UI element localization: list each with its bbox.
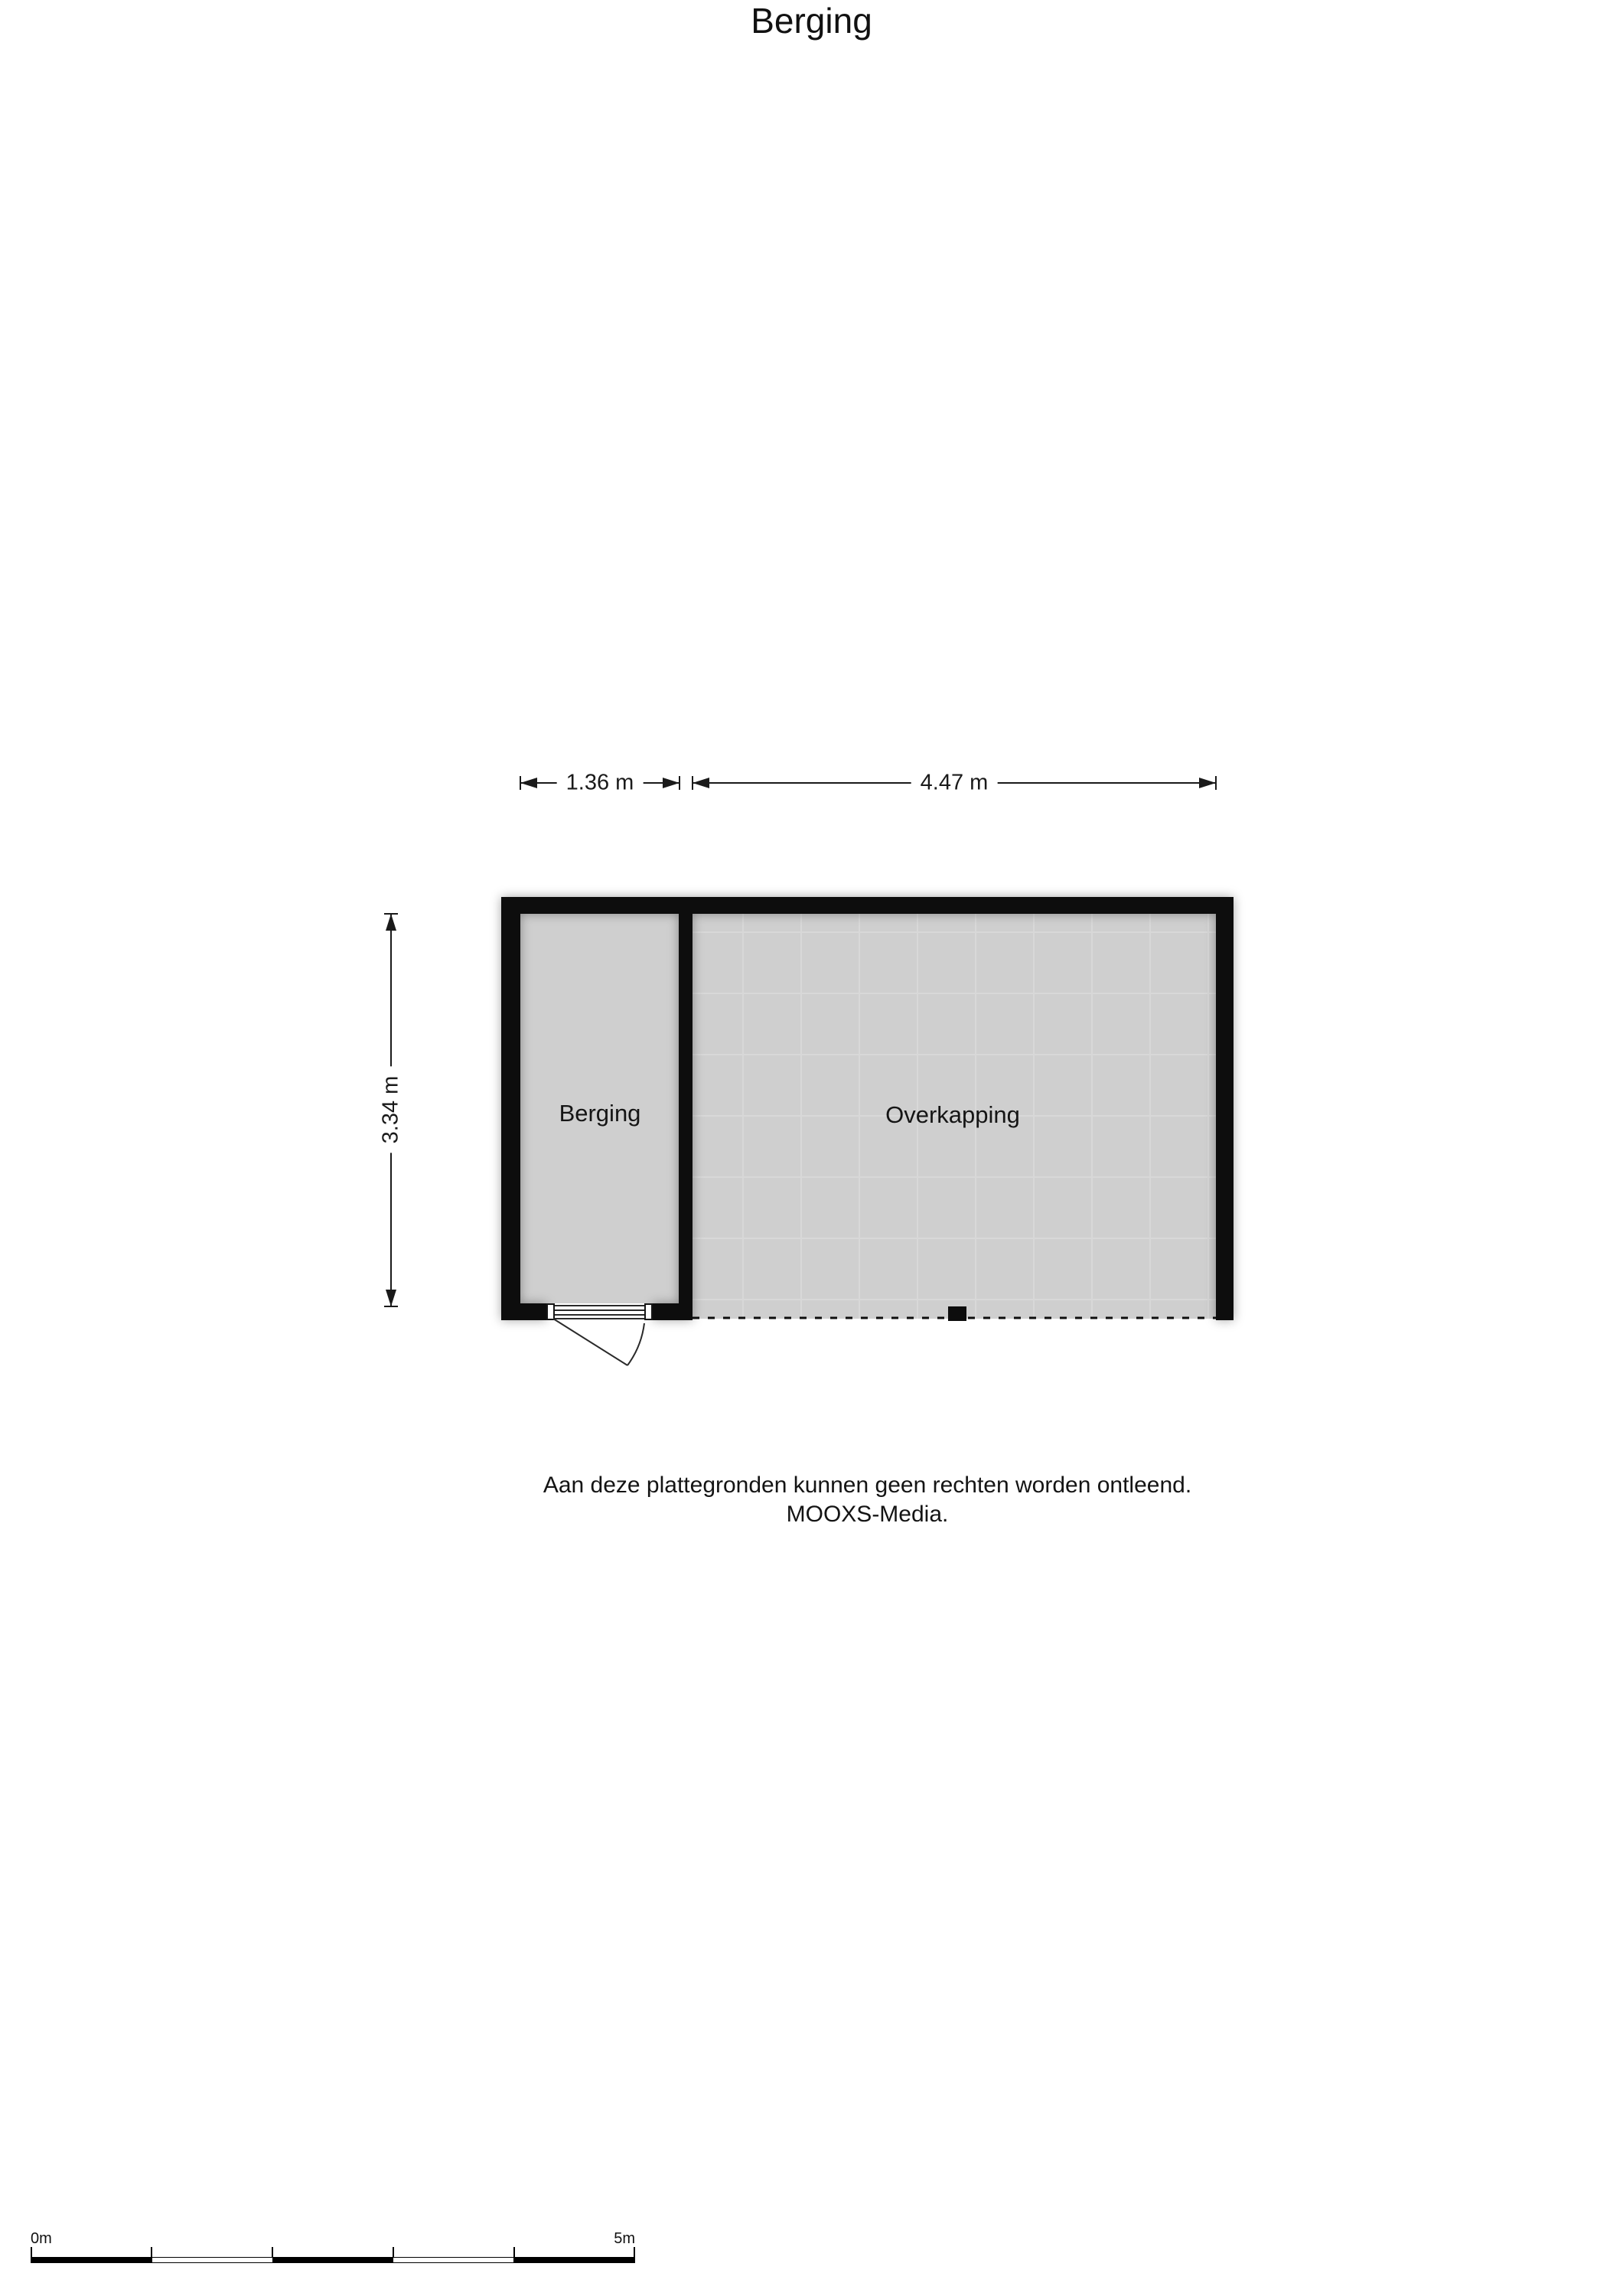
scale-label-end: 5m: [614, 2230, 635, 2247]
scale-tick: [634, 2247, 635, 2257]
door-jamb-left: [546, 1303, 555, 1320]
door-threshold-line: [554, 1309, 645, 1311]
door-swing: [553, 1319, 644, 1365]
scale-segment: [31, 2258, 152, 2262]
scale-segment: [393, 2258, 514, 2262]
wall-middle: [679, 914, 693, 1320]
scale-segment: [513, 2258, 634, 2262]
wall-bottom-right-segment: [653, 1303, 693, 1320]
scale-tick: [393, 2247, 394, 2257]
door-threshold-line: [554, 1314, 645, 1316]
scale-label-start: 0m: [31, 2230, 52, 2247]
scale-segment: [272, 2258, 393, 2262]
disclaimer: [501, 1471, 1234, 1529]
wall-right: [1216, 897, 1234, 1320]
disclaimer-line2: MOOXS-Media.: [786, 1502, 949, 1527]
room-label-overkapping: Overkapping: [885, 1101, 1020, 1128]
door-threshold-line: [554, 1318, 645, 1319]
door-threshold-line: [554, 1305, 645, 1306]
door-jamb-right: [644, 1303, 653, 1320]
wall-bottom-left-segment: [501, 1303, 546, 1320]
dimension-label-berging-width: 1.36 m: [557, 771, 644, 796]
scale-tick: [272, 2247, 273, 2257]
dimension-label-overkapping-width: 4.47 m: [911, 771, 998, 796]
wall-left: [501, 897, 520, 1320]
scale-bar: [31, 2257, 635, 2263]
page-title: Berging: [751, 1, 872, 41]
disclaimer-line1: Aan deze plattegronden kunnen geen rechten worden ontleend.: [543, 1473, 1192, 1498]
wall-top: [501, 897, 1234, 914]
support-post: [948, 1306, 966, 1321]
scale-tick: [151, 2247, 152, 2257]
scale-segment: [152, 2258, 273, 2262]
room-label-berging: Berging: [559, 1100, 641, 1127]
scale-tick: [31, 2247, 32, 2257]
scale-tick: [513, 2247, 515, 2257]
dimension-label-depth: 3.34 m: [379, 1067, 404, 1153]
